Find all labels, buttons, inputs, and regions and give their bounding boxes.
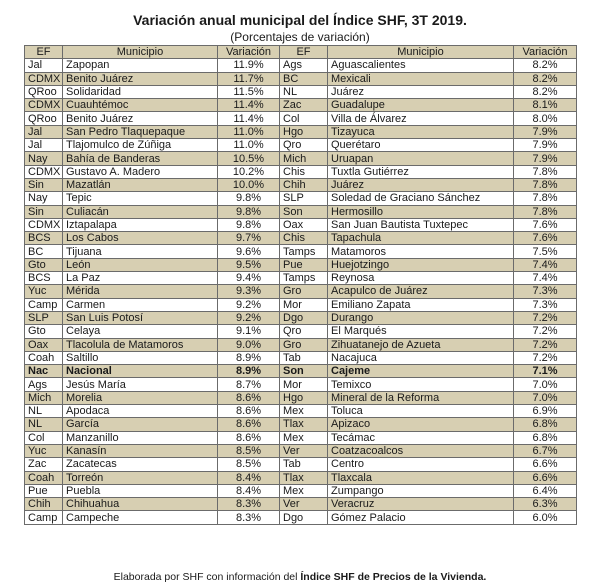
cell-ef: SLP — [280, 192, 328, 205]
cell-ef: Chis — [280, 232, 328, 245]
cell-municipio: Tecámac — [328, 431, 514, 444]
cell-ef: CDMX — [25, 218, 63, 231]
cell-ef: Nac — [25, 365, 63, 378]
cell-variacion: 9.3% — [218, 285, 280, 298]
cell-variacion: 9.4% — [218, 272, 280, 285]
cell-variacion: 11.9% — [218, 59, 280, 72]
cell-variacion: 7.0% — [514, 378, 577, 391]
cell-ef: Son — [280, 365, 328, 378]
cell-variacion: 8.6% — [218, 418, 280, 431]
table-row — [25, 444, 577, 457]
cell-variacion: 11.4% — [218, 99, 280, 112]
cell-variacion: 9.8% — [218, 218, 280, 231]
cell-ef: Chih — [280, 178, 328, 191]
cell-municipio: San Juan Bautista Tuxtepec — [328, 218, 514, 231]
cell-ef: Hgo — [280, 125, 328, 138]
cell-variacion: 9.7% — [218, 232, 280, 245]
cell-variacion: 7.5% — [514, 245, 577, 258]
cell-ef: Sin — [25, 205, 63, 218]
table-row — [25, 365, 577, 378]
cell-variacion: 7.1% — [514, 365, 577, 378]
cell-ef: Gro — [280, 338, 328, 351]
cell-municipio: Carmen — [63, 298, 218, 311]
cell-municipio: Apodaca — [63, 405, 218, 418]
cell-variacion: 8.7% — [218, 378, 280, 391]
cell-ef: Zac — [25, 458, 63, 471]
cell-ef: BCS — [25, 272, 63, 285]
header-municipio-right: Municipio — [328, 46, 514, 59]
cell-municipio: La Paz — [63, 272, 218, 285]
cell-variacion: 8.9% — [218, 365, 280, 378]
cell-municipio: Centro — [328, 458, 514, 471]
table-row — [25, 458, 577, 471]
cell-municipio: Tlacolula de Matamoros — [63, 338, 218, 351]
cell-ef: Sin — [25, 178, 63, 191]
cell-ef: Mor — [280, 298, 328, 311]
cell-municipio: García — [63, 418, 218, 431]
cell-ef: Tamps — [280, 245, 328, 258]
cell-municipio: Benito Juárez — [63, 72, 218, 85]
cell-ef: Yuc — [25, 444, 63, 457]
cell-ef: CDMX — [25, 72, 63, 85]
cell-ef: Jal — [25, 125, 63, 138]
cell-ef: Yuc — [25, 285, 63, 298]
table-row — [25, 245, 577, 258]
cell-ef: Jal — [25, 59, 63, 72]
table-row — [25, 338, 577, 351]
header-municipio-left: Municipio — [63, 46, 218, 59]
table-row — [25, 285, 577, 298]
cell-municipio: Nacajuca — [328, 351, 514, 364]
cell-ef: QRoo — [25, 112, 63, 125]
cell-ef: BC — [25, 245, 63, 258]
cell-municipio: Juárez — [328, 85, 514, 98]
cell-ef: Gto — [25, 258, 63, 271]
table-header-row — [25, 46, 577, 59]
cell-municipio: Gustavo A. Madero — [63, 165, 218, 178]
variation-table — [24, 45, 577, 525]
cell-variacion: 8.6% — [218, 405, 280, 418]
cell-municipio: Guadalupe — [328, 99, 514, 112]
cell-variacion: 8.2% — [514, 59, 577, 72]
table-row — [25, 391, 577, 404]
cell-municipio: Mazatlán — [63, 178, 218, 191]
cell-ef: CDMX — [25, 99, 63, 112]
cell-ef: Tlax — [280, 418, 328, 431]
cell-municipio: Cuauhtémoc — [63, 99, 218, 112]
table-row — [25, 378, 577, 391]
cell-municipio: Tepic — [63, 192, 218, 205]
cell-variacion: 10.0% — [218, 178, 280, 191]
cell-municipio: Los Cabos — [63, 232, 218, 245]
cell-variacion: 9.8% — [218, 205, 280, 218]
table-row — [25, 325, 577, 338]
cell-municipio: Querétaro — [328, 139, 514, 152]
cell-variacion: 7.4% — [514, 272, 577, 285]
cell-municipio: Saltillo — [63, 351, 218, 364]
page-subtitle: (Porcentajes de variación) — [230, 30, 370, 44]
cell-variacion: 7.2% — [514, 338, 577, 351]
cell-variacion: 8.1% — [514, 99, 577, 112]
cell-ef: Coah — [25, 471, 63, 484]
table-row — [25, 165, 577, 178]
footer-source-name: Índice SHF de Precios de la Vivienda. — [300, 571, 487, 583]
cell-ef: Ver — [280, 444, 328, 457]
table-body — [25, 59, 577, 524]
table-row — [25, 431, 577, 444]
table-row — [25, 351, 577, 364]
cell-ef: Mex — [280, 484, 328, 497]
cell-municipio: Soledad de Graciano Sánchez — [328, 192, 514, 205]
cell-municipio: Morelia — [63, 391, 218, 404]
cell-municipio: Zihuatanejo de Azueta — [328, 338, 514, 351]
cell-variacion: 6.4% — [514, 484, 577, 497]
cell-municipio: Iztapalapa — [63, 218, 218, 231]
table-row — [25, 99, 577, 112]
cell-municipio: Reynosa — [328, 272, 514, 285]
cell-variacion: 11.7% — [218, 72, 280, 85]
table-row — [25, 192, 577, 205]
cell-variacion: 7.2% — [514, 351, 577, 364]
cell-variacion: 7.0% — [514, 391, 577, 404]
table-row — [25, 498, 577, 511]
cell-ef: Chis — [280, 165, 328, 178]
cell-variacion: 6.6% — [514, 458, 577, 471]
cell-variacion: 7.9% — [514, 139, 577, 152]
cell-municipio: Zumpango — [328, 484, 514, 497]
cell-ef: Mor — [280, 378, 328, 391]
cell-ef: Son — [280, 205, 328, 218]
cell-ef: Zac — [280, 99, 328, 112]
cell-variacion: 7.4% — [514, 258, 577, 271]
table-row — [25, 511, 577, 524]
cell-variacion: 10.2% — [218, 165, 280, 178]
cell-variacion: 8.3% — [218, 498, 280, 511]
cell-variacion: 7.8% — [514, 192, 577, 205]
cell-municipio: Culiacán — [63, 205, 218, 218]
cell-municipio: Acapulco de Juárez — [328, 285, 514, 298]
cell-municipio: Zapopan — [63, 59, 218, 72]
cell-variacion: 9.1% — [218, 325, 280, 338]
cell-ef: CDMX — [25, 165, 63, 178]
cell-municipio: Gómez Palacio — [328, 511, 514, 524]
cell-variacion: 9.5% — [218, 258, 280, 271]
cell-municipio: Huejotzingo — [328, 258, 514, 271]
cell-ef: Coah — [25, 351, 63, 364]
header-variacion-left: Variación — [218, 46, 280, 59]
cell-ef: NL — [25, 405, 63, 418]
cell-municipio: Campeche — [63, 511, 218, 524]
source-footer — [0, 571, 600, 583]
cell-ef: Pue — [25, 484, 63, 497]
cell-ef: Oax — [25, 338, 63, 351]
cell-ef: QRoo — [25, 85, 63, 98]
cell-variacion: 11.5% — [218, 85, 280, 98]
cell-municipio: San Luis Potosí — [63, 311, 218, 324]
table-row — [25, 311, 577, 324]
cell-variacion: 9.8% — [218, 192, 280, 205]
footer-prefix: Elaborada por SHF con información del — [113, 571, 301, 583]
cell-ef: Ags — [25, 378, 63, 391]
cell-municipio: San Pedro Tlaquepaque — [63, 125, 218, 138]
table-row — [25, 205, 577, 218]
cell-variacion: 7.8% — [514, 178, 577, 191]
cell-variacion: 8.3% — [218, 511, 280, 524]
cell-ef: Jal — [25, 139, 63, 152]
cell-municipio: Matamoros — [328, 245, 514, 258]
cell-municipio: Emiliano Zapata — [328, 298, 514, 311]
cell-municipio: Torreón — [63, 471, 218, 484]
cell-ef: Tamps — [280, 272, 328, 285]
cell-municipio: Uruapan — [328, 152, 514, 165]
cell-ef: Hgo — [280, 391, 328, 404]
table-row — [25, 272, 577, 285]
cell-variacion: 10.5% — [218, 152, 280, 165]
cell-ef: Col — [280, 112, 328, 125]
cell-municipio: Tijuana — [63, 245, 218, 258]
cell-ef: Tab — [280, 351, 328, 364]
table-row — [25, 298, 577, 311]
table-row — [25, 72, 577, 85]
cell-ef: Mex — [280, 431, 328, 444]
table-row — [25, 85, 577, 98]
cell-variacion: 8.6% — [218, 391, 280, 404]
cell-ef: Dgo — [280, 311, 328, 324]
cell-variacion: 8.2% — [514, 72, 577, 85]
cell-municipio: Mineral de la Reforma — [328, 391, 514, 404]
cell-variacion: 8.5% — [218, 458, 280, 471]
cell-variacion: 9.2% — [218, 298, 280, 311]
cell-ef: Qro — [280, 325, 328, 338]
cell-ef: Chih — [25, 498, 63, 511]
cell-ef: BCS — [25, 232, 63, 245]
cell-municipio: Apizaco — [328, 418, 514, 431]
cell-municipio: Toluca — [328, 405, 514, 418]
cell-municipio: Solidaridad — [63, 85, 218, 98]
cell-municipio: Juárez — [328, 178, 514, 191]
cell-ef: Camp — [25, 511, 63, 524]
cell-ef: NL — [25, 418, 63, 431]
cell-variacion: 7.6% — [514, 232, 577, 245]
cell-municipio: Nacional — [63, 365, 218, 378]
cell-variacion: 8.9% — [218, 351, 280, 364]
table-row — [25, 178, 577, 191]
cell-municipio: León — [63, 258, 218, 271]
cell-variacion: 6.8% — [514, 418, 577, 431]
cell-variacion: 9.6% — [218, 245, 280, 258]
cell-ef: Mich — [280, 152, 328, 165]
cell-municipio: Zacatecas — [63, 458, 218, 471]
page-title: Variación anual municipal del Índice SHF, 3T 2019. — [133, 12, 467, 28]
cell-ef: Mich — [25, 391, 63, 404]
cell-variacion: 7.2% — [514, 325, 577, 338]
cell-ef: Nay — [25, 192, 63, 205]
cell-variacion: 6.8% — [514, 431, 577, 444]
cell-variacion: 7.3% — [514, 298, 577, 311]
cell-ef: SLP — [25, 311, 63, 324]
cell-municipio: Aguascalientes — [328, 59, 514, 72]
table-row — [25, 232, 577, 245]
cell-variacion: 9.0% — [218, 338, 280, 351]
cell-municipio: Coatzacoalcos — [328, 444, 514, 457]
cell-ef: Dgo — [280, 511, 328, 524]
cell-municipio: Veracruz — [328, 498, 514, 511]
cell-variacion: 11.4% — [218, 112, 280, 125]
cell-ef: Ver — [280, 498, 328, 511]
table-row — [25, 59, 577, 72]
cell-ef: Oax — [280, 218, 328, 231]
table-row — [25, 112, 577, 125]
cell-municipio: Tapachula — [328, 232, 514, 245]
cell-municipio: Jesús María — [63, 378, 218, 391]
table-row — [25, 405, 577, 418]
cell-municipio: Manzanillo — [63, 431, 218, 444]
table-row — [25, 258, 577, 271]
cell-ef: Pue — [280, 258, 328, 271]
header-variacion-right: Variación — [514, 46, 577, 59]
cell-ef: Gro — [280, 285, 328, 298]
cell-municipio: Cajeme — [328, 365, 514, 378]
cell-variacion: 7.2% — [514, 311, 577, 324]
cell-municipio: Durango — [328, 311, 514, 324]
cell-variacion: 6.3% — [514, 498, 577, 511]
cell-variacion: 8.4% — [218, 471, 280, 484]
cell-variacion: 7.8% — [514, 205, 577, 218]
cell-municipio: Kanasín — [63, 444, 218, 457]
cell-ef: Qro — [280, 139, 328, 152]
cell-municipio: Chihuahua — [63, 498, 218, 511]
cell-municipio: Celaya — [63, 325, 218, 338]
cell-ef: Ags — [280, 59, 328, 72]
header-ef-left: EF — [25, 46, 63, 59]
table-row — [25, 218, 577, 231]
cell-variacion: 7.6% — [514, 218, 577, 231]
cell-variacion: 6.7% — [514, 444, 577, 457]
table-row — [25, 139, 577, 152]
cell-municipio: Villa de Álvarez — [328, 112, 514, 125]
cell-municipio: Tlaxcala — [328, 471, 514, 484]
cell-variacion: 6.0% — [514, 511, 577, 524]
cell-municipio: Tizayuca — [328, 125, 514, 138]
table-row — [25, 484, 577, 497]
table-row — [25, 418, 577, 431]
cell-municipio: Temixco — [328, 378, 514, 391]
cell-ef: NL — [280, 85, 328, 98]
cell-ef: Tlax — [280, 471, 328, 484]
cell-variacion: 8.4% — [218, 484, 280, 497]
cell-variacion: 8.2% — [514, 85, 577, 98]
cell-municipio: Mexicali — [328, 72, 514, 85]
cell-municipio: Hermosillo — [328, 205, 514, 218]
cell-ef: Col — [25, 431, 63, 444]
table-row — [25, 125, 577, 138]
cell-variacion: 6.9% — [514, 405, 577, 418]
table-row — [25, 152, 577, 165]
cell-municipio: El Marqués — [328, 325, 514, 338]
cell-municipio: Mérida — [63, 285, 218, 298]
cell-variacion: 7.9% — [514, 125, 577, 138]
cell-municipio: Benito Juárez — [63, 112, 218, 125]
cell-municipio: Tuxtla Gutiérrez — [328, 165, 514, 178]
cell-variacion: 7.3% — [514, 285, 577, 298]
cell-ef: Gto — [25, 325, 63, 338]
cell-variacion: 9.2% — [218, 311, 280, 324]
cell-municipio: Bahía de Banderas — [63, 152, 218, 165]
cell-variacion: 8.6% — [218, 431, 280, 444]
header-ef-right: EF — [280, 46, 328, 59]
cell-variacion: 8.5% — [218, 444, 280, 457]
cell-ef: Nay — [25, 152, 63, 165]
table-row — [25, 471, 577, 484]
cell-ef: Tab — [280, 458, 328, 471]
cell-municipio: Tlajomulco de Zúñiga — [63, 139, 218, 152]
cell-variacion: 7.8% — [514, 165, 577, 178]
cell-variacion: 11.0% — [218, 139, 280, 152]
cell-ef: BC — [280, 72, 328, 85]
cell-ef: Mex — [280, 405, 328, 418]
cell-variacion: 7.9% — [514, 152, 577, 165]
cell-variacion: 11.0% — [218, 125, 280, 138]
cell-variacion: 6.6% — [514, 471, 577, 484]
cell-variacion: 8.0% — [514, 112, 577, 125]
cell-municipio: Puebla — [63, 484, 218, 497]
cell-ef: Camp — [25, 298, 63, 311]
